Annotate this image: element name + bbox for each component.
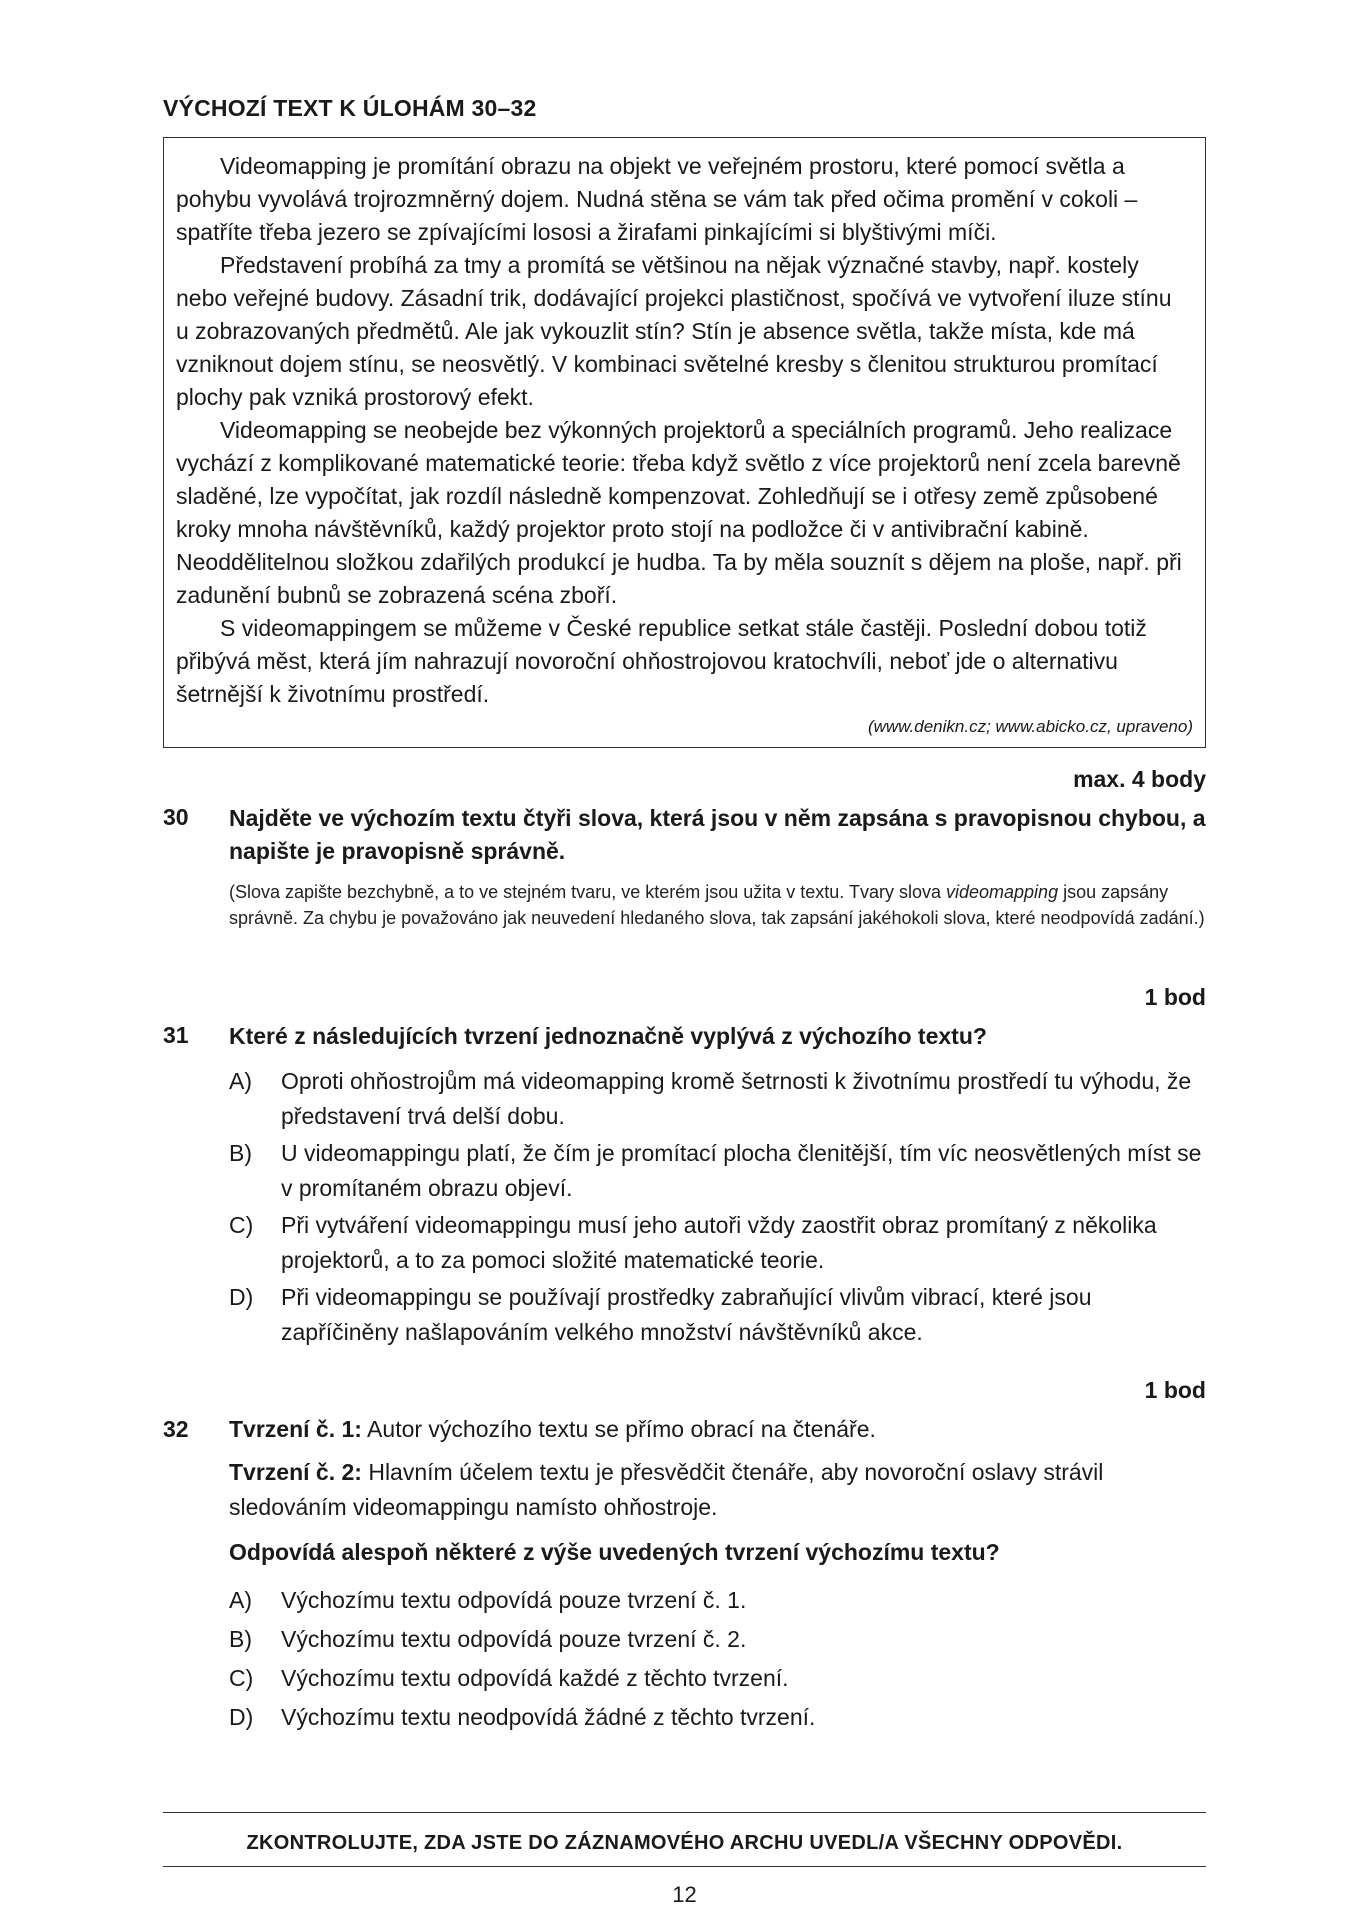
footer-rule-bottom	[163, 1866, 1206, 1867]
section-heading: VÝCHOZÍ TEXT K ÚLOHÁM 30–32	[163, 95, 537, 121]
option-text: Při vytváření videomappingu musí jeho autoři vždy zaostřit obraz promítaný z několika projektorů, a to za pomoci složité matematické teorie.	[281, 1212, 1157, 1273]
option-letter: B)	[229, 1140, 252, 1166]
statement-1-text: Autor výchozího textu se přímo obrací na čtenáře.	[361, 1416, 876, 1442]
q30-note-part-2: jsou zapsány správně. Za chybu je považováno jak neuvedení hledaného slova, tak zapsání jakéhokoli slova, které neodpovídá zadání.)	[229, 882, 1205, 928]
option-letter: D)	[229, 1284, 254, 1310]
exam-page	[163, 0, 1208, 1920]
statement-2-label: Tvrzení č. 2:	[229, 1459, 362, 1485]
q31-points: 1 bod	[1144, 984, 1206, 1010]
page-number: 12	[672, 1882, 697, 1907]
footer-note: ZKONTROLUJTE, ZDA JSTE DO ZÁZNAMOVÉHO ARCHU UVEDL/A VŠECHNY ODPOVĚDI.	[246, 1832, 1123, 1854]
source-paragraph-3: Videomapping se neobejde bez výkonných projektorů a speciálních programů. Jeho realizace vychází z komplikované matematické teorie: třeba když světlo z více projektorů není zcela barevně sladěné, lze vypočítat, jak rozdíl následně kompenzovat. Zohledňují se i otřesy země způsobené kroky mnoha návštěvníků, každý projektor proto stojí na podložce či v antivibrační kabině. Neoddělitelnou složkou zdařilých produkcí je hudba. Ta by měla souznít s dějem na ploše, např. při zadunění bubnů se zobrazená scéna zboří.	[176, 417, 1182, 608]
option-text: U videomappingu platí, že čím je promítací plocha členitější, tím víc neosvětlených míst se v promítaném obrazu objeví.	[281, 1140, 1202, 1201]
source-paragraph-1: Videomapping je promítání obrazu na objekt ve veřejném prostoru, které pomocí světla a pohybu vyvolává trojrozmněrný dojem. Nudná stěna se vám tak před očima promění v cokoli – spatříte třeba jezero se zpívajícími lososi a žirafami pinkajícími si blyštivými míči.	[176, 153, 1138, 245]
option-letter: C)	[229, 1665, 254, 1691]
q32-statement-1	[229, 1412, 1206, 1447]
option-letter: D)	[229, 1704, 254, 1730]
q32-number: 32	[163, 1416, 189, 1442]
option-letter: B)	[229, 1626, 252, 1652]
q31-number: 31	[163, 1022, 189, 1048]
option-text: Výchozímu textu odpovídá každé z těchto tvrzení.	[281, 1665, 789, 1691]
q30-note-italic: videomapping	[946, 882, 1059, 902]
source-citation: (www.denikn.cz; www.abicko.cz, upraveno)	[867, 717, 1193, 736]
option-text: Výchozímu textu odpovídá pouze tvrzení č. 1.	[281, 1587, 747, 1613]
footer-rule-top	[163, 1812, 1206, 1813]
option-letter: C)	[229, 1212, 254, 1238]
q31-text: Které z následujících tvrzení jednoznačně vyplývá z výchozího textu?	[229, 1023, 987, 1049]
q30-number: 30	[163, 804, 189, 830]
option-text: Při videomappingu se používají prostředky zabraňující vlivům vibrací, které jsou zapříčiněny našlapováním velkého množství návštěvníků akce.	[281, 1284, 1092, 1345]
statement-2-text: Hlavním účelem textu je přesvědčit čtenáře, aby novoroční oslavy strávil sledováním videomappingu namísto ohňostroje.	[229, 1459, 1104, 1520]
source-text-box	[163, 137, 1206, 748]
q30-text: Najděte ve výchozím textu čtyři slova, která jsou v něm zapsána s pravopisnou chybou, a napište je pravopisně správně.	[229, 805, 1206, 864]
statement-1-label: Tvrzení č. 1:	[229, 1416, 362, 1442]
q32-points: 1 bod	[1144, 1377, 1206, 1403]
source-paragraph-2: Představení probíhá za tmy a promítá se většinou na nějak význačné stavby, např. kostely nebo veřejné budovy. Zásadní trik, dodávající projekci plastičnost, spočívá ve vytvoření iluze stínu u zobrazovaných předmětů. Ale jak vykouzlit stín? Stín je absence světla, takže místa, kde má vzniknout dojem stínu, se neosvětlý. V kombinaci světelné kresby s členitou strukturou promítací plochy pak vzniká prostorový efekt.	[176, 252, 1172, 410]
option-text: Výchozímu textu neodpovídá žádné z těchto tvrzení.	[281, 1704, 816, 1730]
source-paragraph-4: S videomappingem se můžeme v České republice setkat stále častěji. Poslední dobou totiž přibývá měst, která jím nahrazují novoroční ohňostrojovou kratochvíli, neboť jde o alternativu šetrnější k životnímu prostředí.	[176, 615, 1147, 707]
option-letter: A)	[229, 1587, 252, 1613]
q30-note-part-1: (Slova zapište bezchybně, a to ve stejném tvaru, ve kterém jsou užita v textu. Tvary slova	[229, 882, 946, 902]
q30-note	[229, 879, 1206, 931]
q32-statement-2	[229, 1455, 1206, 1525]
option-text: Oproti ohňostrojům má videomapping kromě šetrnosti k životnímu prostředí tu výhodu, že představení trvá delší dobu.	[281, 1068, 1192, 1129]
option-letter: A)	[229, 1068, 252, 1094]
q32-question: Odpovídá alespoň některé z výše uvedených tvrzení výchozímu textu?	[229, 1539, 1000, 1565]
q30-points: max. 4 body	[1073, 766, 1206, 792]
option-text: Výchozímu textu odpovídá pouze tvrzení č. 2.	[281, 1626, 747, 1652]
